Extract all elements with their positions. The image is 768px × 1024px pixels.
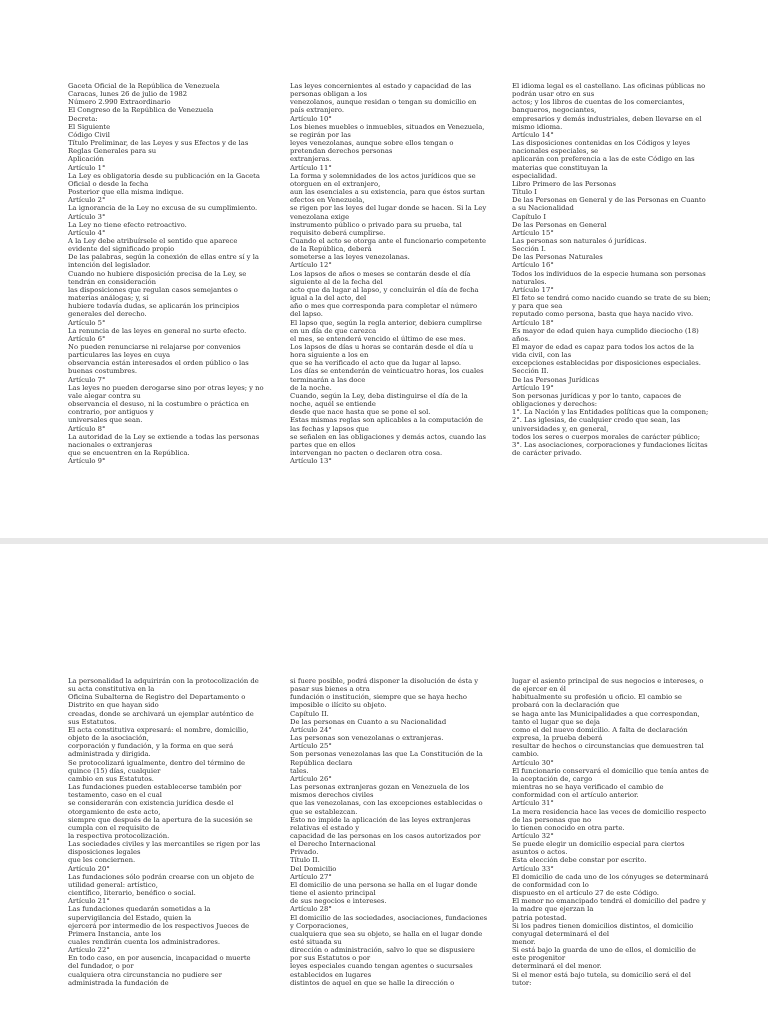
text-line: Artículo 1° xyxy=(68,163,106,172)
text-line: nacionales o extranjeras xyxy=(68,440,153,449)
text-line: Artículo 14° xyxy=(512,130,554,139)
text-line: Las fundaciones sólo podrán crearse con un objeto de xyxy=(68,872,254,881)
text-line: Esto no impide la aplicación de las leyes extranjeras xyxy=(290,815,471,824)
text-line: de carácter privado. xyxy=(512,449,582,458)
text-line: 1°. La Nación y las Entidades políticas que la componen; xyxy=(512,408,709,417)
text-line: partes que en ellos xyxy=(290,440,356,449)
text-line: observancia están interesados el orden público o las xyxy=(68,359,249,368)
text-line: Los lapsos de años o meses se contarán desde el día xyxy=(290,269,471,278)
text-line: el mes, se entenderá vencido el último de ese mes. xyxy=(290,334,466,343)
text-line: El Siguiente xyxy=(68,122,111,131)
text-line: distintos de aquel en que se halle la dirección o xyxy=(290,978,455,987)
text-line: Primera Instancia, ante los xyxy=(68,929,162,938)
text-line: Artículo 19° xyxy=(512,383,554,392)
text-line: administrada y dirigida. xyxy=(68,750,151,759)
text-line: Título Preliminar, de las Leyes y sus Efectos y de las xyxy=(68,139,249,148)
text-line: siguiente al de la fecha del xyxy=(290,277,383,286)
text-line: conformidad con el artículo anterior. xyxy=(512,791,639,800)
text-line: Artículo 11° xyxy=(290,163,332,172)
text-line: Son personas venezolanas las que La Constitución de la xyxy=(290,750,483,759)
text-line: siempre que después de la apertura de la sucesión se xyxy=(68,815,253,824)
text-line: Privado. xyxy=(290,848,319,857)
text-line: materias análogas; y, si xyxy=(68,294,149,303)
text-line: efectos en Venezuela, xyxy=(290,196,365,205)
text-line: cualquiera otra circunstancia no pudiere ser xyxy=(68,970,222,979)
text-line: Artículo 27° xyxy=(290,872,332,881)
text-line: patria potestad. xyxy=(512,913,567,922)
text-line: aun las esenciales a su existencia, para que éstos surtan xyxy=(290,188,485,197)
text-line: que se encuentren en la República. xyxy=(68,449,190,458)
text-line: otorguen en el extranjero, xyxy=(290,179,381,188)
text-line: las fechas y lapsos que xyxy=(290,424,369,433)
text-line: La Ley no tiene efecto retroactivo. xyxy=(68,220,187,229)
text-line: Artículo 32° xyxy=(512,831,554,840)
text-line: Esta elección debe constar por escrito. xyxy=(512,856,647,865)
text-line: Artículo 13° xyxy=(290,457,332,466)
text-line: creadas, donde se archivará un ejemplar auténtico de xyxy=(68,709,254,718)
text-line: Número 2.990 Extraordinario xyxy=(68,98,171,107)
text-line: en un día de que carezca xyxy=(290,326,377,335)
text-line: Título I xyxy=(512,188,537,197)
text-line: dirección o administración, salvo lo que se dispusiere xyxy=(290,946,475,955)
text-line: En todo caso, en por ausencia, incapacidad o muerte xyxy=(68,954,251,963)
text-line: Caracas, lunes 26 de julio de 1982 xyxy=(68,90,188,99)
text-line: tanto el lugar que se deja xyxy=(512,717,600,726)
text-line: La personalidad la adquirirán con la protocolización de xyxy=(68,677,259,685)
text-line: cambio en sus Estatutos. xyxy=(68,774,154,783)
text-line: observancia el desuso, ni la costumbre o práctica en xyxy=(68,400,250,409)
text-line: mismo idioma. xyxy=(512,122,563,131)
text-line: habitualmente su profesión u oficio. El cambio se xyxy=(512,693,682,702)
text-line: El domicilio de cada uno de los cónyuges se determinará xyxy=(512,872,709,881)
text-line: excepciones establecidas por disposiciones especiales. xyxy=(512,359,701,368)
text-line: De las Personas Jurídicas xyxy=(512,375,600,384)
text-line: Artículo 31° xyxy=(512,799,554,808)
text-line: cualquiera que sea su objeto, se halla en el lugar donde xyxy=(290,929,483,938)
text-line: de la República, deberá xyxy=(290,245,372,254)
text-line: testamento, caso en el cual xyxy=(68,791,162,800)
text-line: Aplicación xyxy=(68,155,104,164)
text-line: Artículo 16° xyxy=(512,261,554,270)
text-line: Título II. xyxy=(290,856,320,865)
text-line: Las fundaciones quedarán sometidas a la xyxy=(68,905,211,914)
text-line: De las Personas en General y de las Personas en Cuanto xyxy=(512,196,706,205)
text-line: relativas el estado y xyxy=(290,823,360,832)
text-line: pretendan derechos personas xyxy=(290,147,393,156)
text-line: del fundador, o por xyxy=(68,962,134,971)
text-line: Son personas jurídicas y por lo tanto, capaces de xyxy=(512,391,682,400)
text-line: Reglas Generales para su xyxy=(68,147,157,156)
text-line: De las palabras, según la conexión de ellas entre sí y la xyxy=(68,253,259,262)
text-line: 2°. Las iglesias, de cualquier credo que sean, las xyxy=(512,416,681,425)
text-line: Posterior que ella misma indique. xyxy=(68,188,184,197)
text-line: Las disposiciones contenidas en los Códigos y leyes xyxy=(512,139,691,148)
text-line: especialidad. xyxy=(512,171,558,180)
text-line: la madre que ejerzan la xyxy=(512,905,594,914)
text-line: La Ley es obligatoria desde su publicación en la Gaceta xyxy=(68,171,260,180)
text-line: empresarios y demás industriales, deben llevarse en el xyxy=(512,114,702,123)
text-line: Distrito en que hayan sido xyxy=(68,701,159,710)
text-line: que se establezcan. xyxy=(290,807,358,816)
text-line: universidades y, en general, xyxy=(512,424,609,433)
text-line: determinará el del menor. xyxy=(512,962,602,971)
text-line: generales del derecho. xyxy=(68,310,147,319)
text-line: de las personas que no xyxy=(512,815,592,824)
text-line: dispuesto en el artículo 27 de este Código. xyxy=(512,889,660,898)
text-line: imposible o ilícito su objeto. xyxy=(290,701,387,710)
text-line: Artículo 9° xyxy=(68,457,106,466)
text-line: y Corporaciones, xyxy=(290,921,349,930)
text-line: Las personas son venezolanas o extranjeras. xyxy=(290,734,444,743)
text-line: Artículo 25° xyxy=(290,742,332,751)
text-line: conyugal determinará el del xyxy=(512,929,610,938)
text-line: venezolanos, aunque residan o tengan su domicilio en xyxy=(290,98,477,107)
text-line: la aceptación de, cargo xyxy=(512,774,593,783)
text-line: actos; y los libros de cuentas de los comerciantes, xyxy=(512,98,685,107)
text-line: resultar de hechos o circunstancias que demuestren tal xyxy=(512,742,704,751)
text-line: venezolana exige xyxy=(290,212,350,221)
text-line: Libro Primero de las Personas xyxy=(512,179,616,188)
text-line: El funcionario conservará el domicilio que tenía antes de xyxy=(512,766,709,775)
text-line: A la Ley debe atribuírsele el sentido que aparece xyxy=(68,236,238,245)
text-line: La autoridad de la Ley se extiende a todas las personas xyxy=(68,432,260,441)
text-line: Artículo 2° xyxy=(68,196,106,205)
text-line: corporación y fundación, y la forma en que será xyxy=(68,742,234,751)
text-line: Decreta: xyxy=(68,114,98,123)
text-line: vale alegar contra su xyxy=(68,391,141,400)
text-line: de la noche. xyxy=(290,383,332,392)
text-line: República declara xyxy=(290,758,353,767)
text-line: Artículo 6° xyxy=(68,334,106,343)
text-line: Artículo 28° xyxy=(290,905,332,914)
text-line: Los bienes muebles o inmuebles, situados en Venezuela, xyxy=(290,122,485,131)
text-line: El acta constitutiva expresará: el nombre, domicilio, xyxy=(68,725,249,734)
text-line: Artículo 18° xyxy=(512,318,554,327)
text-line: Cuando, según la Ley, deba distinguirse el día de la xyxy=(290,391,468,400)
text-line: quince (15) días, cualquier xyxy=(68,766,161,775)
text-line: mientras no se haya verificado el cambio de xyxy=(512,783,664,792)
text-line: si fuere posible, podrá disponer la disolución de ésta y xyxy=(290,677,479,685)
text-line: asuntos o actos. xyxy=(512,848,568,857)
text-line: obligaciones y derechos: xyxy=(512,400,598,409)
text-line: El Congreso de la República de Venezuela xyxy=(68,106,214,115)
text-line: buenas costumbres. xyxy=(68,367,138,376)
text-line: años. xyxy=(512,334,531,343)
text-column-right xyxy=(512,82,724,457)
text-line: vida civil, con las xyxy=(512,351,572,360)
text-line: que se ha verificado el acto que da lugar al lapso. xyxy=(290,359,462,368)
text-line: tales. xyxy=(290,766,309,775)
text-line: acto que da lugar al lapso, y concluirán el día de fecha xyxy=(290,285,479,294)
text-line: desde que nace hasta que se pone el sol. xyxy=(290,408,431,417)
text-line: se considerarán con existencia jurídica desde el xyxy=(68,799,234,808)
text-line: Artículo 4° xyxy=(68,228,106,237)
text-line: Código Civil xyxy=(68,130,110,139)
text-line: cambio. xyxy=(512,750,539,759)
text-line: La ignorancia de la Ley no excusa de su cumplimiento. xyxy=(68,204,258,213)
text-line: De las personas en Cuanto a su Nacionalidad xyxy=(290,717,447,726)
text-line: Artículo 12° xyxy=(290,261,332,270)
text-line: Artículo 26° xyxy=(290,774,332,783)
text-line: Las leyes concernientes al estado y capacidad de las xyxy=(290,82,472,90)
text-column-middle xyxy=(290,677,502,987)
text-line: Artículo 21° xyxy=(68,897,110,906)
text-line: banqueros, negociantes, xyxy=(512,106,597,115)
text-line: Cuando el acto se otorga ante el funcionario competente xyxy=(290,236,486,245)
text-line: De las Personas Naturales xyxy=(512,253,603,262)
text-line: tendrán en consideración xyxy=(68,277,156,286)
text-line: se regirán por las xyxy=(290,130,351,139)
text-line: universales que sean. xyxy=(68,416,143,425)
text-line: objeto de la asociación, xyxy=(68,734,149,743)
text-line: Las sociedades civiles y las mercantiles se rigen por las xyxy=(68,840,261,849)
text-line: Artículo 5° xyxy=(68,318,106,327)
text-line: su acta constitutiva en la xyxy=(68,685,155,694)
text-line: Si los padres tienen domicilios distintos, el domicilio xyxy=(512,921,694,930)
text-line: particulares las leyes en cuya xyxy=(68,351,171,360)
text-line: año o mes que corresponda para completar el número xyxy=(290,302,478,311)
text-line: instrumento público o privado para su prueba, tal xyxy=(290,220,462,229)
text-line: mismos derechos civiles xyxy=(290,791,374,800)
text-line: Artículo 15° xyxy=(512,228,554,237)
text-line: se rigen por las leyes del lugar donde se hacen. Si la Ley xyxy=(290,204,487,213)
text-line: supervigilancia del Estado, quien la xyxy=(68,913,192,922)
text-line: Las fundaciones pueden establecerse también por xyxy=(68,783,242,792)
text-line: Artículo 7° xyxy=(68,375,106,384)
text-line: La renuncia de las leyes en general no surte efecto. xyxy=(68,326,247,335)
text-line: por sus Estatutos o por xyxy=(290,954,371,963)
text-line: del lapso. xyxy=(290,310,323,319)
text-line: lugar el asiento principal de sus negocios e intereses, o xyxy=(512,677,704,685)
text-line: Artículo 8° xyxy=(68,424,106,433)
text-line: leyes especiales cuando tengan agentes o sucursales xyxy=(290,962,473,971)
text-line: El domicilio de las sociedades, asociaciones, fundaciones xyxy=(290,913,488,922)
text-line: esté situada su xyxy=(290,938,342,946)
text-line: 3°. Las asociaciones, corporaciones y fundaciones lícitas xyxy=(512,440,708,449)
text-line: hubiere todavía dudas, se aplicarán los principios xyxy=(68,302,240,311)
text-line: Las personas extranjeras gozan en Venezuela de los xyxy=(290,783,470,792)
text-line: Si está bajo la guarda de uno de ellos, el domicilio de xyxy=(512,946,696,955)
text-line: Artículo 3° xyxy=(68,212,106,221)
text-line: igual a la del acto, del xyxy=(290,294,367,303)
text-line: intención del legislador. xyxy=(68,261,151,270)
text-line: El menor no emancipado tendrá el domicilio del padre y xyxy=(512,897,706,906)
text-line: capacidad de las personas en los casos autorizados por xyxy=(290,831,481,840)
text-line: país extranjero. xyxy=(290,106,345,115)
text-line: el Derecho Internacional xyxy=(290,840,376,849)
text-line: El idioma legal es el castellano. Las oficinas públicas no xyxy=(512,82,706,90)
text-line: lo tienen conocido en otra parte. xyxy=(512,823,625,832)
text-line: Artículo 10° xyxy=(290,114,332,123)
text-line: personas obligan a los xyxy=(290,90,367,99)
text-line: establecidos en lugares xyxy=(290,970,372,979)
text-line: Artículo 22° xyxy=(68,946,110,955)
text-line: Si el menor está bajo tutela, su domicilio será el del xyxy=(512,970,691,979)
text-line: Artículo 17° xyxy=(512,285,554,294)
text-line: reputado como persona, basta que haya nacido vivo. xyxy=(512,310,694,319)
text-line: No pueden renunciarse ni relajarse por convenios xyxy=(68,343,241,351)
text-line: tutor: xyxy=(512,978,532,987)
text-line: tiene el asiento principal xyxy=(290,889,376,898)
text-line: evidente del significado propio xyxy=(68,245,175,254)
text-column-left xyxy=(68,677,280,987)
text-line: cuales rendirán cuenta los administradores. xyxy=(68,938,220,946)
text-line: aplicarán con preferencia a las de este Código en las xyxy=(512,155,695,164)
text-line: terminarán a las doce xyxy=(290,375,366,384)
text-line: menor. xyxy=(512,938,536,946)
text-line: fundación o institución, siempre que se haya hecho xyxy=(290,693,468,702)
text-line: podrán usar otro en sus xyxy=(512,90,595,99)
text-line: Artículo 30° xyxy=(512,758,554,767)
text-line: intervengan no pacten o declaren otra cosa. xyxy=(290,449,443,458)
text-line: de ejercer en él xyxy=(512,685,566,694)
text-line: Los días se entenderán de veinticuatro horas, los cuales xyxy=(290,367,484,376)
text-line: materias que constituyan la xyxy=(512,163,608,172)
text-line: naturales. xyxy=(512,277,547,286)
text-line: que les conciernen. xyxy=(68,856,136,865)
text-line: La forma y solemnidades de los actos jurídicos que se xyxy=(290,171,476,180)
text-line: Capítulo I xyxy=(512,212,546,221)
text-line: otorgamiento de este acto, xyxy=(68,807,161,816)
text-line: disposiciones legales xyxy=(68,848,141,857)
text-column-left xyxy=(68,82,280,465)
text-line: como el del nuevo domicilio. A falta de declaración xyxy=(512,725,688,734)
text-line: hora siguiente a los en xyxy=(290,351,369,360)
text-line: noche, aquél se entiende xyxy=(290,400,376,409)
text-column-right xyxy=(512,677,724,987)
text-line: cumpla con el requisito de xyxy=(68,823,160,832)
text-line: Estas mismas reglas son aplicables a la computación de xyxy=(290,416,483,425)
text-line: nacionales especiales, se xyxy=(512,147,599,156)
text-line: Se protocolizará igualmente, dentro del término de xyxy=(68,758,246,767)
text-line: Se puede elegir un domicilio especial para ciertos xyxy=(512,840,685,849)
text-line: Capítulo II. xyxy=(290,709,329,718)
text-line: y para que sea xyxy=(512,302,563,311)
text-line: ejercerá por intermedio de los respectivos Jueces de xyxy=(68,921,250,930)
text-line: Cuando no hubiere disposición precisa de la Ley, se xyxy=(68,269,247,278)
text-line: someterse a las leyes venezolanas. xyxy=(290,253,410,262)
text-line: Oficial o desde la fecha xyxy=(68,179,149,188)
text-line: Artículo 20° xyxy=(68,864,110,873)
text-line: administrada la fundación de xyxy=(68,978,169,987)
text-line: De las Personas en General xyxy=(512,220,607,229)
text-line: Artículo 24° xyxy=(290,725,332,734)
text-line: Las personas son naturales ó jurídicas. xyxy=(512,236,647,245)
text-line: este progenitor xyxy=(512,954,566,963)
text-line: utilidad general: artístico, xyxy=(68,880,158,889)
text-line: El mayor de edad es capaz para todos los actos de la xyxy=(512,343,695,351)
text-line: Los lapsos de días u horas se contarán desde el día u xyxy=(290,343,474,351)
text-line: pasar sus bienes a otra xyxy=(290,685,370,694)
text-line: Todos los individuos de la especie humana son personas xyxy=(512,269,706,278)
text-line: requisito deberá cumplirse. xyxy=(290,228,386,237)
text-column-middle xyxy=(290,82,502,465)
text-line: expresa, la prueba deberá xyxy=(512,734,603,743)
text-line: Gaceta Oficial de la República de Venezuela xyxy=(68,82,220,90)
text-line: El lapso que, según la regla anterior, debiera cumplirse xyxy=(290,318,482,327)
text-line: Es mayor de edad quien haya cumplido dieciocho (18) xyxy=(512,326,699,335)
text-line: El domicilio de una persona se halla en el lugar donde xyxy=(290,880,478,889)
text-line: las disposiciones que regulan casos semejantes o xyxy=(68,285,238,294)
text-line: de sus negocios e intereses. xyxy=(290,897,387,906)
text-line: La mera residencia hace las veces de domicilio respecto xyxy=(512,807,707,816)
text-line: extranjeras. xyxy=(290,155,332,164)
text-line: probará con la declaración que xyxy=(512,701,620,710)
text-line: a su Nacionalidad xyxy=(512,204,574,213)
text-line: la respectiva protocolización. xyxy=(68,831,170,840)
text-line: de conformidad con lo xyxy=(512,880,589,889)
text-line: científico, literario, benéfico o social. xyxy=(68,889,196,898)
text-line: Artículo 33° xyxy=(512,864,554,873)
text-line: que las venezolanas, con las excepciones establecidas o xyxy=(290,799,483,808)
text-line: leyes venezolanas, aunque sobre ellos tengan o xyxy=(290,139,454,148)
text-line: se haga ante las Municipalidades a que correspondan, xyxy=(512,709,700,718)
text-line: sus Estatutos. xyxy=(68,717,117,726)
text-line: El feto se tendrá como nacido cuando se trate de su bien; xyxy=(512,294,711,303)
text-line: Del Domicilio xyxy=(290,864,337,873)
text-line: Oficina Subalterna de Registro del Departamento o xyxy=(68,693,246,702)
text-line: Sección II. xyxy=(512,367,549,376)
text-line: Las leyes no pueden derogarse sino por otras leyes; y no xyxy=(68,383,264,392)
text-line: contrario, por antiguos y xyxy=(68,408,154,417)
text-line: Sección I. xyxy=(512,245,546,254)
text-line: todos los seres o cuerpos morales de carácter público; xyxy=(512,432,701,441)
document-page-bottom xyxy=(0,544,768,1024)
text-line: se señalen en las obligaciones y demás actos, cuando las xyxy=(290,432,487,441)
